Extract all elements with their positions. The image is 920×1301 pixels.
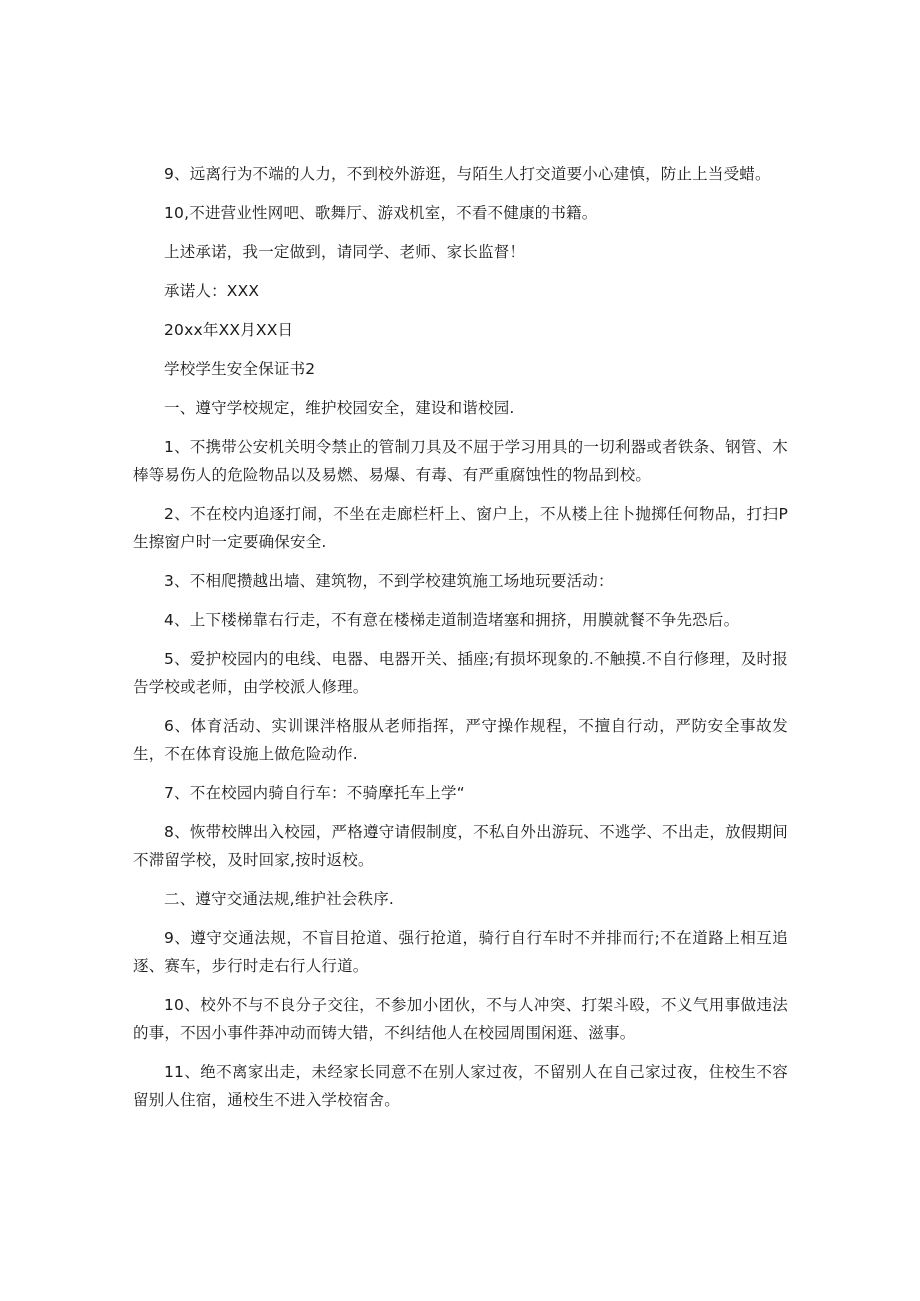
paragraph-commitment: 上述承诺，我一定做到，请同学、老师、家长监督！ bbox=[164, 243, 526, 261]
paragraph-item-3: 3、不相爬攒越出墙、建筑物，不到学校建筑施工场地玩要活动： bbox=[164, 572, 614, 590]
paragraph-item-8: 8、恢带校牌出入校园，严格遵守请假制度，不私自外出游玩、不逃学、不出走，放假期间不滞留学校，及时回家,按时返校。 bbox=[133, 823, 788, 869]
paragraph-rule-9-stay-away: 9、远离行为不端的人力，不到校外游逛，与陌生人打交道要小心建慎，防止上当受蜡。 bbox=[164, 165, 771, 183]
section-heading-1: 一、遵守学校规定，维护校园安全，建设和谐校园. bbox=[164, 399, 515, 417]
paragraph-item-5: 5、爱护校园内的电线、电器、电器开关、插座;有损坏现象的.不触摸.不自行修理，及时报告学校或老师，由学校派人修理。 bbox=[133, 650, 788, 696]
paragraph-item-1: 1、不携带公安机关明令禁止的管制刀具及不屈于学习用具的一切利器或者铁条、钢管、木棒等易伤人的危险物品以及易燃、易爆、有毒、有严重腐蚀性的物品到校。 bbox=[133, 438, 788, 484]
paragraph-item-4: 4、上下楼梯靠右行走，不有意在楼梯走道制造堵塞和拥挤，用膜就餐不争先恐后。 bbox=[164, 611, 740, 629]
paragraph-item-10: 10、校外不与不良分子交往，不参加小团伙，不与人冲突、打架斗殴，不义气用事做违法的事，不因小事件莽冲动而铸大错，不纠结他人在校园周围闲逛、滋事。 bbox=[133, 996, 788, 1042]
section-title: 学校学生安全保证书2 bbox=[164, 360, 316, 378]
section-heading-2: 二、遵守交通法规,维护社会秩序. bbox=[164, 890, 395, 908]
paragraph-date: 20xx年XX月XX日 bbox=[164, 321, 294, 339]
paragraph-rule-10-no-internet-cafe: 10,不进营业性网吧、歌舞厅、游戏机室，不看不健康的书籍。 bbox=[164, 204, 598, 222]
paragraph-item-7: 7、不在校园内骑自行车：不骑摩托车上学“ bbox=[164, 784, 465, 802]
paragraph-signatory: 承诺人：XXX bbox=[164, 282, 260, 300]
paragraph-item-9: 9、遵守交通法规，不盲目抢道、强行抢道，骑行自行车时不并排而行;不在道路上相互追逐、赛车，步行时走右行人行道。 bbox=[133, 929, 788, 975]
document-body bbox=[133, 160, 788, 1125]
paragraph-item-2: 2、不在校内追逐打闹，不坐在走廊栏杆上、窗户上，不从楼上往卜抛掷任何物品，打扫P生擦窗户时一定要确保安全. bbox=[133, 505, 788, 551]
paragraph-item-6: 6、体育活动、实训课泮格服从老师指挥，严守操作规程，不擅自行动，严防安全事故发生，不在体育设施上做危险动作. bbox=[133, 717, 788, 763]
paragraph-item-11: 11、绝不离家出走，未经家长同意不在别人家过夜，不留别人在自己家过夜，住校生不容留别人住宿，通校生不进入学校宿舍。 bbox=[133, 1063, 788, 1109]
